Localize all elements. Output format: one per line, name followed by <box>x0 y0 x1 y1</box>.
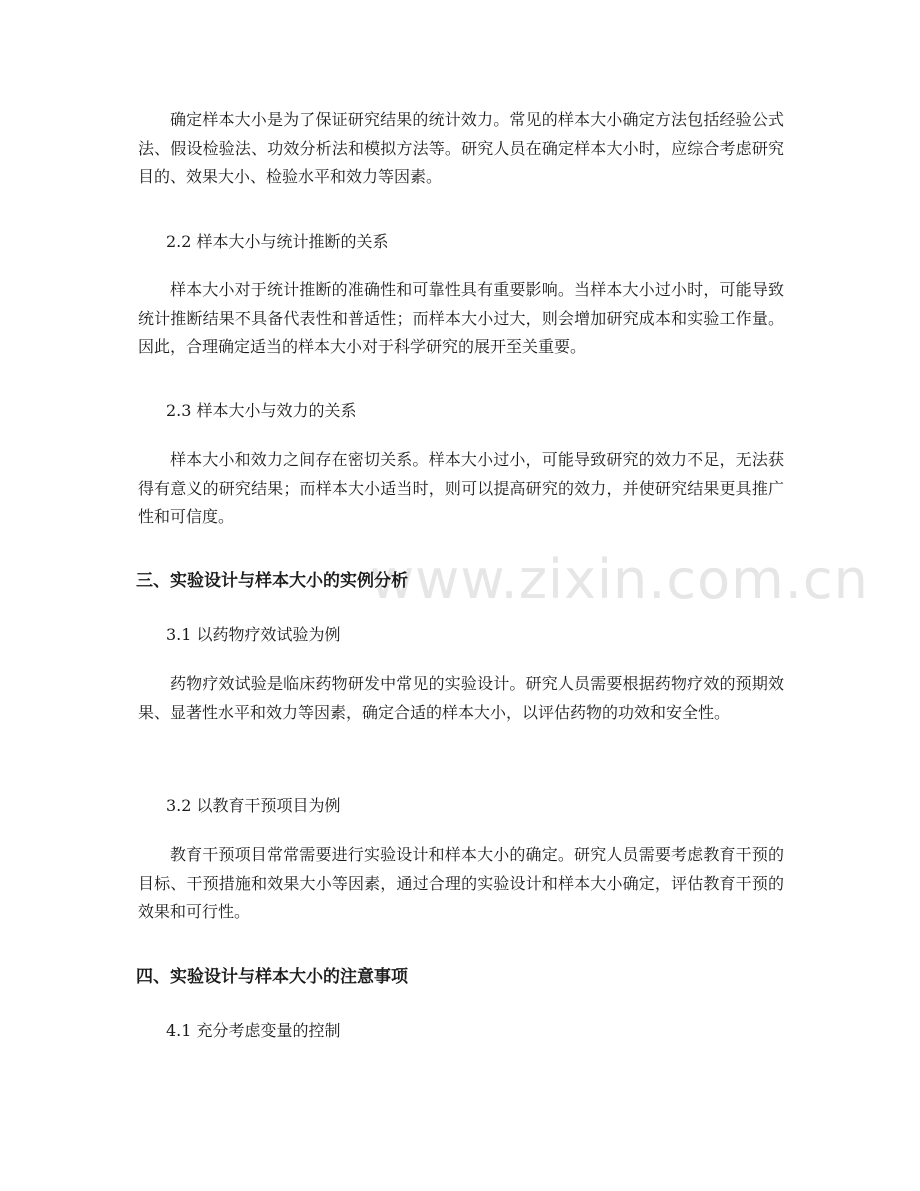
paragraph-power-relation: 样本大小和效力之间存在密切关系。样本大小过小，可能导致研究的效力不足，无法获得有意义的研究结果；而样本大小适当时，则可以提高研究的效力，并使研究结果更具推广性和可信度。 <box>138 450 784 526</box>
paragraph-sample-size-determination: 确定样本大小是为了保证研究结果的统计效力。常见的样本大小确定方法包括经验公式法、假设检验法、功效分析法和模拟方法等。研究人员在确定样本大小时，应综合考虑研究目的、效果大小、检验水平和效力等因素。 <box>138 110 784 186</box>
subheading-4-1: 4.1 充分考虑变量的控制 <box>166 1021 341 1040</box>
subheading-2-2: 2.2 样本大小与统计推断的关系 <box>166 232 389 251</box>
subheading-3-1: 3.1 以药物疗效试验为例 <box>166 625 341 644</box>
paragraph-drug-trial: 药物疗效试验是临床药物研发中常见的实验设计。研究人员需要根据药物疗效的预期效果、显著性水平和效力等因素，确定合适的样本大小，以评估药物的功效和安全性。 <box>138 674 784 722</box>
subheading-3-2: 3.2 以教育干预项目为例 <box>166 796 341 815</box>
subheading-2-3: 2.3 样本大小与效力的关系 <box>166 401 357 420</box>
section-heading-3: 三、实验设计与样本大小的实例分析 <box>136 571 408 591</box>
watermark: www.zixin.com.cn <box>370 548 869 611</box>
paragraph-statistical-inference: 样本大小对于统计推断的准确性和可靠性具有重要影响。当样本大小过小时，可能导致统计推断结果不具备代表性和普适性；而样本大小过大，则会增加研究成本和实验工作量。因此，合理确定适当的样本大小对于科学研究的展开至关重要。 <box>138 280 784 356</box>
paragraph-education-intervention: 教育干预项目常常需要进行实验设计和样本大小的确定。研究人员需要考虑教育干预的目标、干预措施和效果大小等因素，通过合理的实验设计和样本大小确定，评估教育干预的效果和可行性。 <box>138 845 784 921</box>
section-heading-4: 四、实验设计与样本大小的注意事项 <box>136 967 408 987</box>
